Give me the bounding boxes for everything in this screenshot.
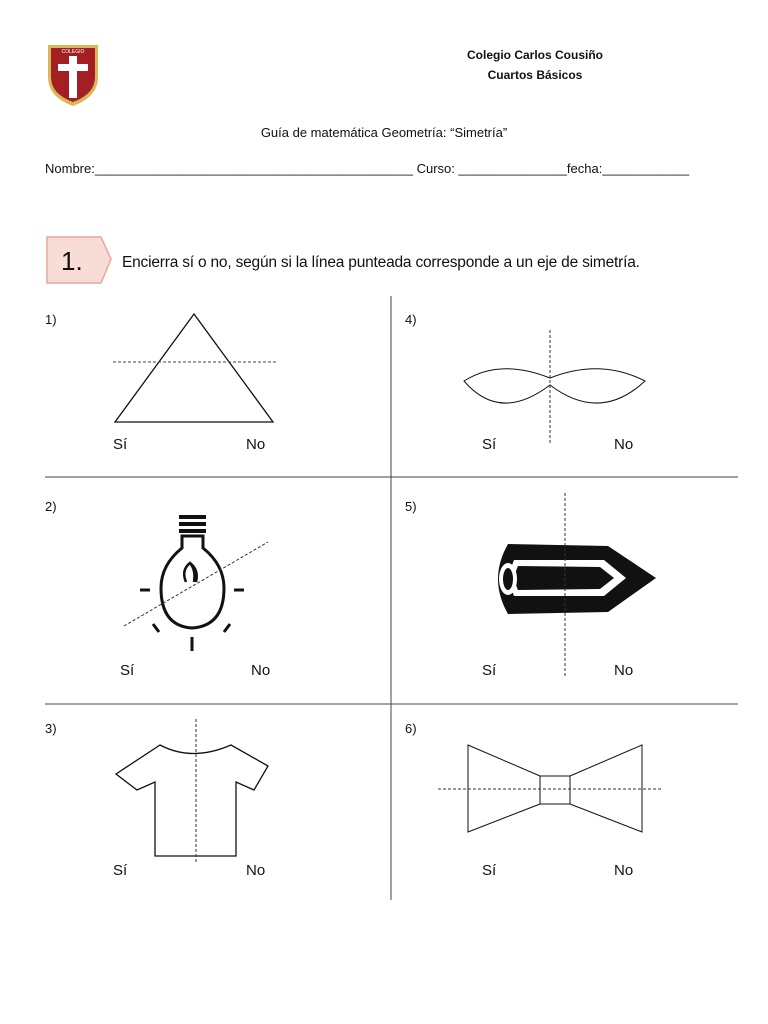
item-label-1: 1) bbox=[45, 312, 57, 327]
option-no-2[interactable]: No bbox=[251, 662, 271, 679]
item-label-4: 4) bbox=[405, 312, 417, 327]
student-fields-line: Nombre:____________________________________________ Curso: _______________fecha:____________ bbox=[45, 161, 690, 176]
option-no-1[interactable]: No bbox=[246, 436, 266, 453]
option-yes-4[interactable]: Sí bbox=[482, 436, 497, 453]
option-yes-6[interactable]: Sí bbox=[482, 862, 497, 879]
option-yes-1[interactable]: Sí bbox=[113, 436, 128, 453]
school-name: Colegio Carlos Cousiño bbox=[466, 48, 603, 62]
option-no-5[interactable]: No bbox=[614, 662, 634, 679]
option-no-6[interactable]: No bbox=[614, 862, 634, 879]
exercise-number: 1. bbox=[61, 246, 83, 276]
grade-level: Cuartos Básicos bbox=[487, 68, 583, 82]
item-label-5: 5) bbox=[405, 499, 417, 514]
option-no-4[interactable]: No bbox=[614, 436, 634, 453]
option-yes-5[interactable]: Sí bbox=[482, 662, 497, 679]
logo-text: COLEGIO bbox=[61, 49, 85, 55]
item-label-6: 6) bbox=[405, 721, 417, 736]
item-label-3: 3) bbox=[45, 721, 57, 736]
exercise-instruction: Encierra sí o no, según si la línea punteada corresponde a un eje de simetría. bbox=[122, 254, 640, 271]
option-no-3[interactable]: No bbox=[246, 862, 266, 879]
option-yes-2[interactable]: Sí bbox=[120, 662, 135, 679]
item-label-2: 2) bbox=[45, 499, 57, 514]
page-title: Guía de matemática Geometría: “Simetría” bbox=[260, 125, 508, 140]
option-yes-3[interactable]: Sí bbox=[113, 862, 128, 879]
